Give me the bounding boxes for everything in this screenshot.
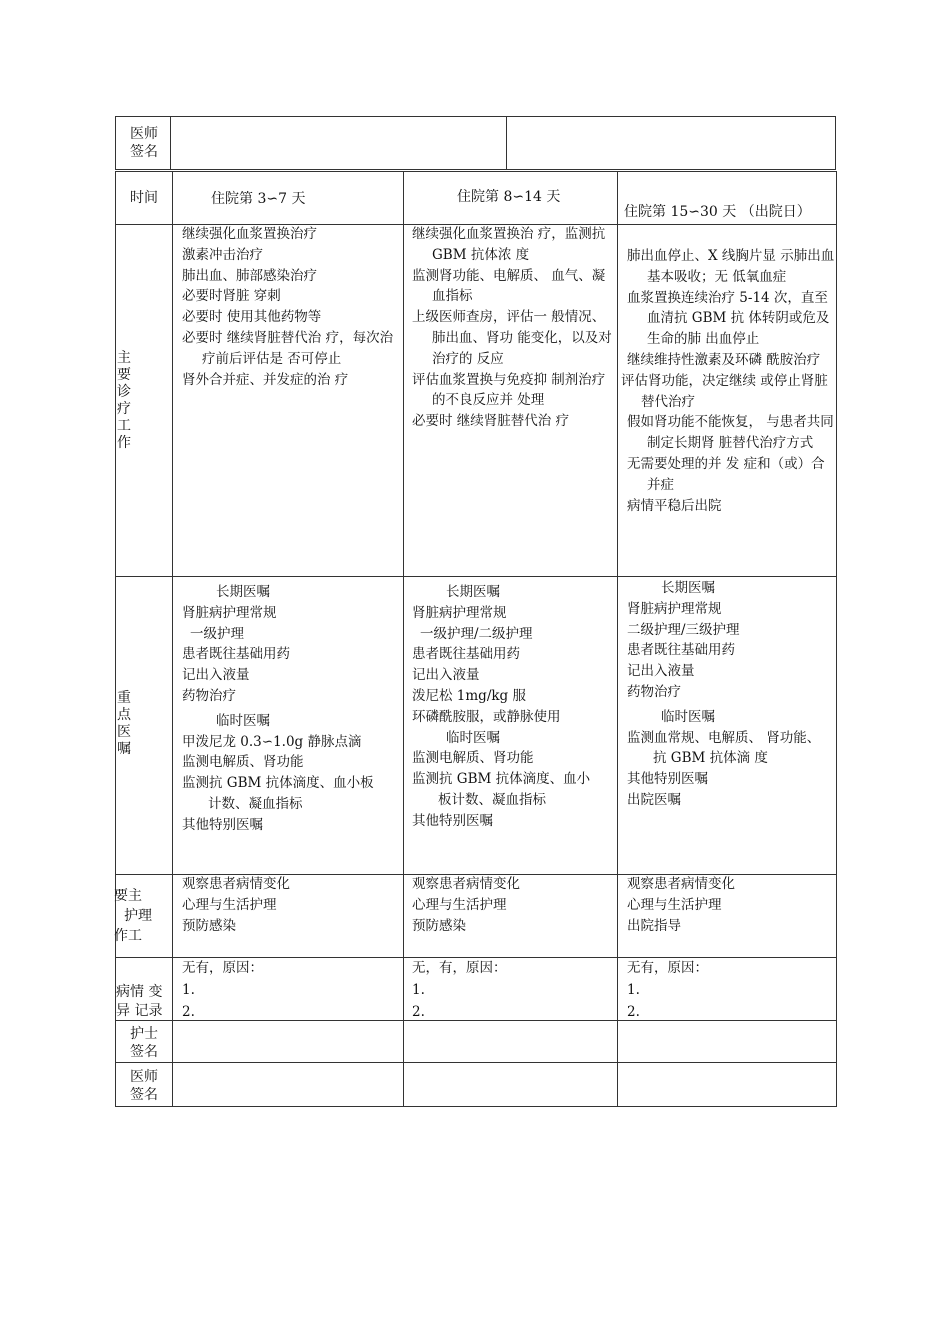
list-item: 药物治疗	[627, 683, 681, 700]
doctor-sign-field-3[interactable]	[618, 1063, 836, 1106]
list-item: 肺出血、肺部感染治疗	[182, 267, 317, 284]
label-line: 签名	[130, 1044, 158, 1060]
main-work-col3	[621, 246, 835, 516]
variance-col2[interactable]	[412, 957, 616, 1023]
temporary-orders-title: 临时医嘱	[661, 708, 715, 725]
variance-reason: 无有，原因：	[182, 960, 263, 976]
variance-col1[interactable]	[182, 957, 400, 1023]
nursing-col3	[627, 874, 835, 936]
list-item: 泼尼松 1mg/kg 服	[412, 687, 526, 704]
key-orders-col3	[627, 578, 835, 811]
label-line: 护士	[130, 1026, 158, 1042]
list-item: 心理与生活护理	[627, 896, 722, 913]
list-item: 假如肾功能不能恢复， 与患者共同制定长期肾 脏替代治疗方式	[627, 414, 834, 452]
top-doctor-sign-field-2[interactable]	[507, 117, 835, 169]
temporary-orders-title: 临时医嘱	[446, 729, 500, 746]
list-item: 药物治疗	[182, 687, 236, 704]
list-item: 肺出血停止、X 线胸片显 示肺出血基本吸收；无 低氧血症	[627, 248, 835, 285]
list-item: 病情平稳后出院	[627, 497, 722, 514]
list-item: 必要时 继续肾脏替代治 疗，每次治疗前后评估是 否可停止	[182, 329, 394, 367]
variance-item-2: 2.	[412, 1004, 425, 1020]
list-item: 其他特别医嘱	[627, 771, 708, 788]
list-item: 评估肾功能，决定继续 或停止肾脏替代治疗	[621, 372, 828, 410]
doctor-sign-field-2[interactable]	[404, 1063, 616, 1106]
list-item: 观察患者病情变化	[412, 876, 520, 892]
list-item: 血浆置换连续治疗 5-14 次，直至血清抗 GBM 抗 体转阴或危及生命的肺 出血停止	[627, 289, 830, 348]
list-item: 监测抗 GBM 抗体滴度、血小板计数、凝血指标	[182, 775, 374, 812]
list-item: 患者既往基础用药	[412, 646, 520, 663]
label-line: 签名	[130, 1087, 158, 1103]
divider	[403, 171, 404, 1107]
variance-item-1: 1.	[182, 982, 195, 998]
list-item: 肾脏病护理常规	[627, 600, 722, 617]
list-item: 心理与生活护理	[412, 896, 507, 913]
list-item: 监测肾功能、电解质、 血气、凝血指标	[412, 267, 606, 305]
main-work-label-text: 主要诊疗工作	[117, 350, 131, 451]
temporary-orders-title: 临时医嘱	[216, 712, 270, 729]
nurse-sign-label	[124, 1025, 164, 1061]
doctor-sign-label	[124, 1068, 164, 1104]
list-item: 记出入液量	[182, 667, 250, 684]
nursing-label-line1: 要主	[114, 888, 142, 904]
list-item: 继续强化血浆置换治疗	[182, 226, 317, 242]
list-item: 记出入液量	[627, 663, 695, 680]
list-item: 无需要处理的并 发 症和（或）合并症	[627, 455, 825, 493]
list-item: 观察患者病情变化	[182, 876, 290, 892]
key-orders-label	[117, 690, 133, 758]
list-item: 预防感染	[182, 917, 236, 934]
nursing-label-line2: 护理	[124, 908, 152, 924]
list-item: 出院指导	[627, 917, 681, 934]
list-item: 二级护理/三级护理	[627, 621, 740, 638]
list-item: 一级护理/二级护理	[420, 625, 533, 642]
list-item: 甲泼尼龙 0.3∽1.0g 静脉点滴	[182, 733, 362, 750]
list-item: 监测电解质、肾功能	[412, 750, 534, 767]
list-item: 必要时 继续肾脏替代治 疗	[412, 413, 570, 430]
main-work-col1	[182, 224, 400, 390]
main-work-col2	[412, 224, 616, 432]
list-item: 观察患者病情变化	[627, 876, 735, 892]
nursing-col2	[412, 874, 616, 936]
variance-item-1: 1.	[412, 982, 425, 998]
header-day-8-14: 住院第 8∽14 天	[457, 189, 561, 205]
time-label: 时间	[130, 190, 158, 206]
list-item: 记出入液量	[412, 667, 480, 684]
list-item: 环磷酰胺服，或静脉使用	[412, 708, 561, 725]
divider	[172, 171, 173, 1107]
list-item: 必要时 使用其他药物等	[182, 309, 322, 326]
nursing-label-line3: 作工	[114, 928, 142, 944]
variance-item-2: 2.	[182, 1004, 195, 1020]
top-doctor-sign-field-1[interactable]	[171, 117, 505, 169]
list-item: 心理与生活护理	[182, 896, 277, 913]
doctor-sign-field-1[interactable]	[173, 1063, 402, 1106]
key-orders-col2	[412, 582, 616, 832]
list-item: 肾脏病护理常规	[412, 604, 507, 621]
variance-col3[interactable]	[627, 957, 835, 1023]
list-item: 患者既往基础用药	[182, 646, 290, 663]
long-term-orders-title: 长期医嘱	[446, 584, 500, 600]
variance-label-line2: 异 记录	[116, 1003, 163, 1019]
variance-label-line1: 病情 变	[116, 984, 163, 1000]
list-item: 其他特别医嘱	[412, 812, 493, 829]
label-line: 医师	[130, 1069, 158, 1085]
list-item: 预防感染	[412, 917, 466, 934]
list-item: 监测血常规、电解质、 肾功能、抗 GBM 抗体滴 度	[627, 729, 821, 767]
list-item: 必要时肾脏 穿刺	[182, 288, 281, 305]
list-item: 肾外合并症、并发症的治 疗	[182, 371, 349, 388]
nurse-sign-field-2[interactable]	[404, 1021, 616, 1061]
list-item: 患者既往基础用药	[627, 642, 735, 659]
variance-item-1: 1.	[627, 982, 640, 998]
nurse-sign-field-3[interactable]	[618, 1021, 836, 1061]
list-item: 激素冲击治疗	[182, 246, 263, 263]
variance-reason: 无，有，原因：	[412, 960, 507, 976]
list-item: 上级医师查房，评估一 般情况、肺出血、肾功 能变化，以及对治疗的 反应	[412, 309, 612, 367]
header-day-3-7: 住院第 3∽7 天	[211, 191, 306, 207]
list-item: 监测抗 GBM 抗体滴度、血小板计数、凝血指标	[412, 771, 591, 808]
divider	[115, 576, 837, 577]
list-item: 其他特别医嘱	[182, 816, 263, 833]
variance-item-2: 2.	[627, 1004, 640, 1020]
nursing-col1	[182, 874, 400, 936]
header-day-15-30: 住院第 15∽30 天 （出院日）	[624, 204, 811, 220]
main-work-label	[117, 350, 133, 452]
label-line: 签名	[130, 144, 158, 160]
divider	[617, 171, 618, 1107]
label-line: 医师	[130, 126, 158, 142]
variance-reason: 无有，原因：	[627, 960, 708, 976]
list-item: 出院医嘱	[627, 791, 681, 808]
long-term-orders-title: 长期医嘱	[216, 584, 270, 600]
list-item: 继续维持性激素及环磷 酰胺治疗	[627, 351, 821, 368]
list-item: 评估血浆置换与免疫抑 制剂治疗的不良反应并 处理	[412, 371, 606, 409]
list-item: 一级护理	[190, 625, 244, 642]
key-orders-col1	[182, 582, 400, 836]
nurse-sign-field-1[interactable]	[173, 1021, 402, 1061]
list-item: 继续强化血浆置换治 疗，监测抗 GBM 抗体浓 度	[412, 226, 606, 263]
top-doctor-sign-label	[122, 125, 166, 161]
list-item: 肾脏病护理常规	[182, 604, 277, 621]
long-term-orders-title: 长期医嘱	[661, 580, 715, 596]
list-item: 监测电解质、肾功能	[182, 754, 304, 771]
key-orders-label-text: 重点医嘱	[117, 690, 131, 757]
